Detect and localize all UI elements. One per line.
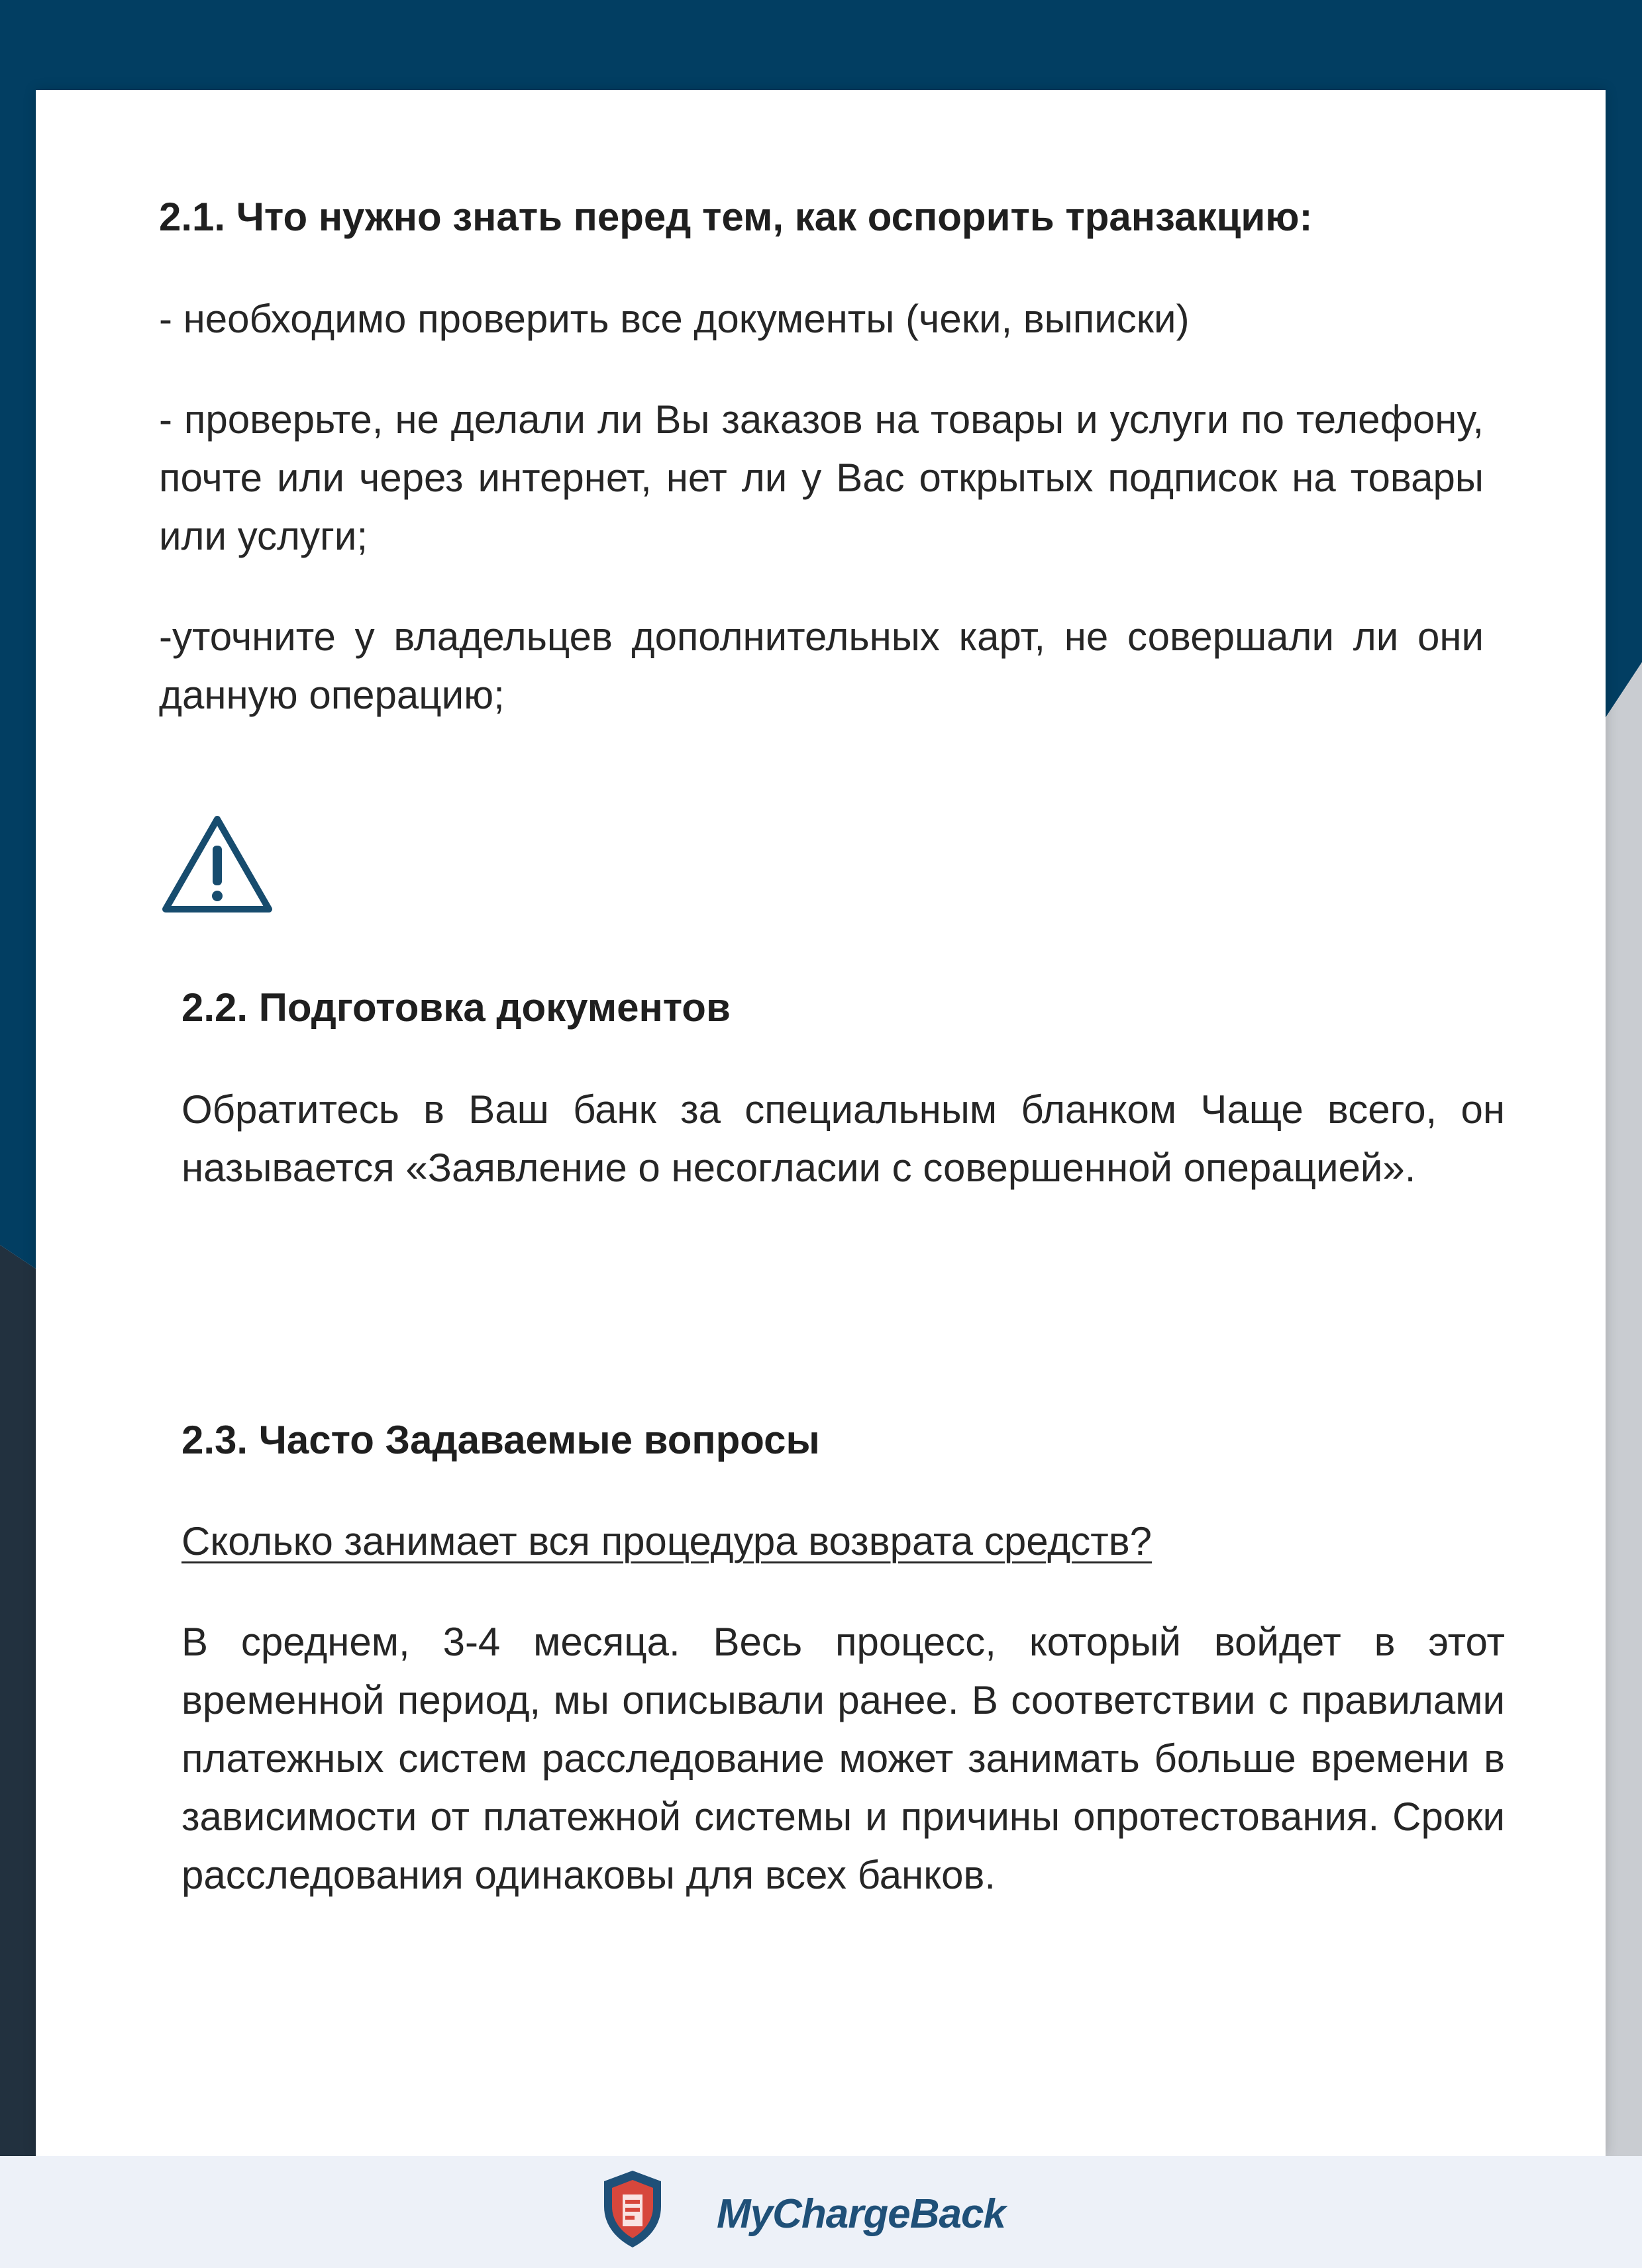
mychargeback-logo-icon [596,2165,669,2251]
section-2-3-heading: 2.3. Часто Задаваемые вопросы [181,1418,820,1462]
section-2-1-item-2: - проверьте, не делали ли Вы заказов на товары и услуги по телефону, почте или через интернет, нет ли у Вас открытых подписок на товары или услуги; [159,397,1484,558]
warning-icon [159,811,276,916]
faq-answer: В среднем, 3-4 месяца. Весь процесс, который войдет в этот временной период, мы описывали ранее. В соответствии с правилами платежных систем расследование может занимать больше времени в зависимости от платежной системы и причины опротестования. Сроки расследования одинаковы для всех банков. [181,1620,1505,1897]
section-2-1-heading: 2.1. Что нужно знать перед тем, как оспорить транзакцию: [159,195,1313,239]
faq-question: Сколько занимает вся процедура возврата средств? [181,1519,1152,1563]
section-2-1-item-3: -уточните у владельцев дополнительных карт, не совершали ли они данную операцию; [159,615,1484,717]
section-2-1-item-1: - необходимо проверить все документы (чеки, выписки) [159,297,1190,341]
section-2-2-text: Обратитесь в Ваш банк за специальным бланком Чаще всего, он называется «Заявление о несогласии с совершенной операцией». [181,1087,1505,1190]
brand-name: MyChargeBack [717,2191,1005,2237]
section-2-2-heading: 2.2. Подготовка документов [181,985,731,1030]
